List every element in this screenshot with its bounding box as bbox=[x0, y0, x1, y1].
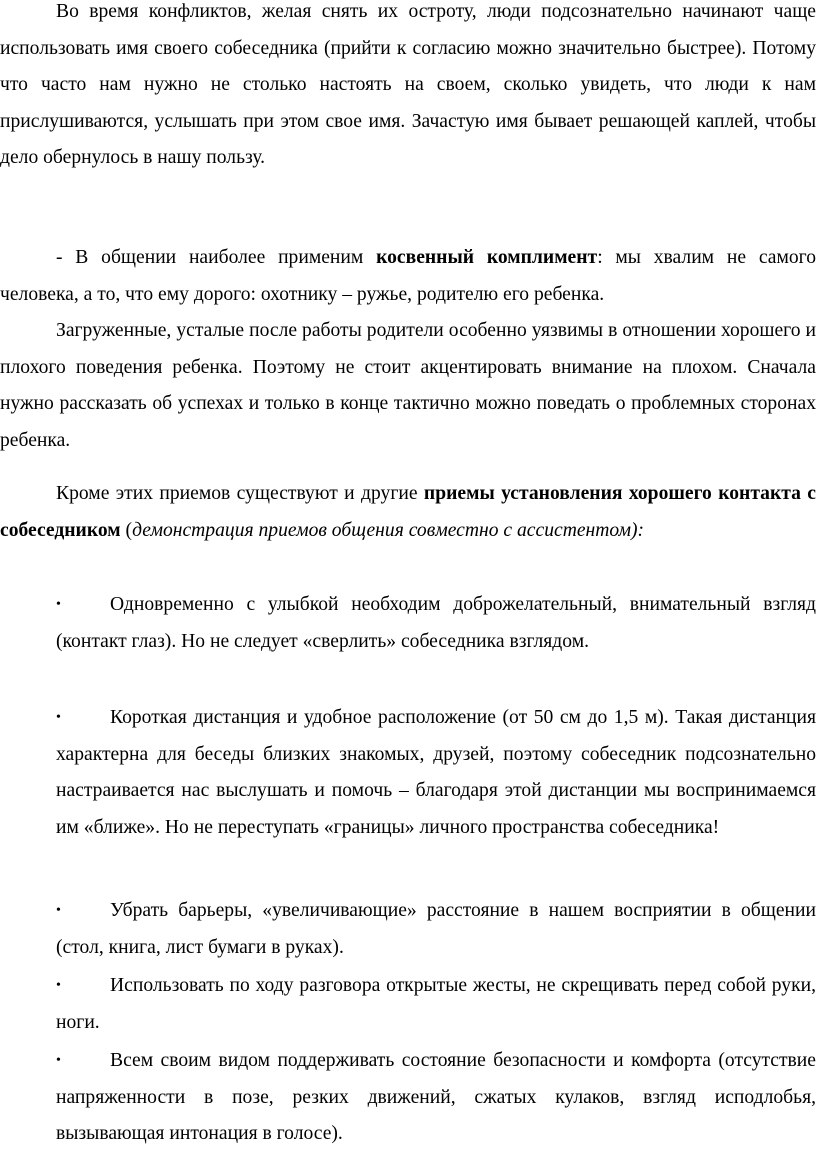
paragraph-indirect-compliment bbox=[0, 240, 816, 313]
list-item-text: Короткая дистанция и удобное расположение (от 50 см до 1,5 м). Такая дистанция характерна для беседы близких знакомых, друзей, поэтому собеседник подсознательно настраивается нас выслушать и помочь – благодаря этой дистанции мы воспринимаемся им «ближе». Но не переступать «границы» личного пространства собеседника! bbox=[56, 707, 816, 838]
paragraph-text: Во время конфликтов, желая снять их остроту, люди подсознательно начинают чаще использовать имя своего собеседника (прийти к согласию можно значительно быстрее). Потому что часто нам нужно не столько настоять на своем, сколько увидеть, что люди к нам прислушиваются, услышать при этом свое имя. Зачастую имя бывает решающей каплей, чтобы дело обернулось в нашу пользу. bbox=[0, 1, 816, 168]
list-item bbox=[56, 1043, 816, 1153]
bullet-icon: • bbox=[56, 903, 61, 918]
list-item bbox=[56, 700, 816, 846]
list-item bbox=[56, 893, 816, 966]
paragraph-names-in-conflict bbox=[0, 0, 816, 177]
bullet-icon: • bbox=[56, 978, 61, 993]
list-item-text: Использовать по ходу разговора открытые жесты, не скрещивать перед собой руки, ноги. bbox=[56, 975, 816, 1033]
bullet-icon: • bbox=[56, 1053, 61, 1068]
list-item-text: Всем своим видом поддерживать состояние безопасности и комфорта (отсутствие напряженности в позе, резких движений, сжатых кулаков, взгляд исподлобья, вызывающая интонация в голосе). bbox=[56, 1050, 816, 1144]
bold-term: приемы установления хорошего контакта с собеседником bbox=[0, 483, 816, 541]
list-item-text: Одновременно с улыбкой необходим доброжелательный, внимательный взгляд (контакт глаз). Но не следует «сверлить» собеседника взглядом. bbox=[56, 594, 816, 652]
list-item bbox=[56, 587, 816, 660]
paragraph-text: : мы хвалим не самого человека, а то, что ему дорого: охотнику – ружье, родителю его ребенка. bbox=[0, 247, 816, 305]
bullet-icon: • bbox=[56, 597, 61, 612]
paragraph-text: Загруженные, усталые после работы родители особенно уязвимы в отношении хорошего и плохого поведения ребенка. Поэтому не стоит акцентировать внимание на плохом. Сначала нужно рассказать об успехах и только в конце тактично можно поведать о проблемных сторонах ребенка. bbox=[0, 320, 816, 451]
list-item bbox=[56, 968, 816, 1041]
paragraph-text: - В общении наиболее применим bbox=[56, 247, 377, 268]
paragraph-tired-parents bbox=[0, 313, 816, 459]
list-item-text: Убрать барьеры, «увеличивающие» расстояние в нашем восприятии в общении (стол, книга, лист бумаги в руках). bbox=[56, 900, 816, 958]
bold-term: косвенный комплимент bbox=[376, 247, 598, 268]
paragraph-contact-techniques bbox=[0, 476, 816, 549]
italic-note: демонстрация приемов общения совместно с ассистентом): bbox=[132, 519, 645, 541]
paragraph-text: ( bbox=[120, 519, 133, 541]
bullet-icon: • bbox=[56, 710, 61, 725]
paragraph-text: Кроме этих приемов существуют и другие bbox=[56, 483, 424, 504]
